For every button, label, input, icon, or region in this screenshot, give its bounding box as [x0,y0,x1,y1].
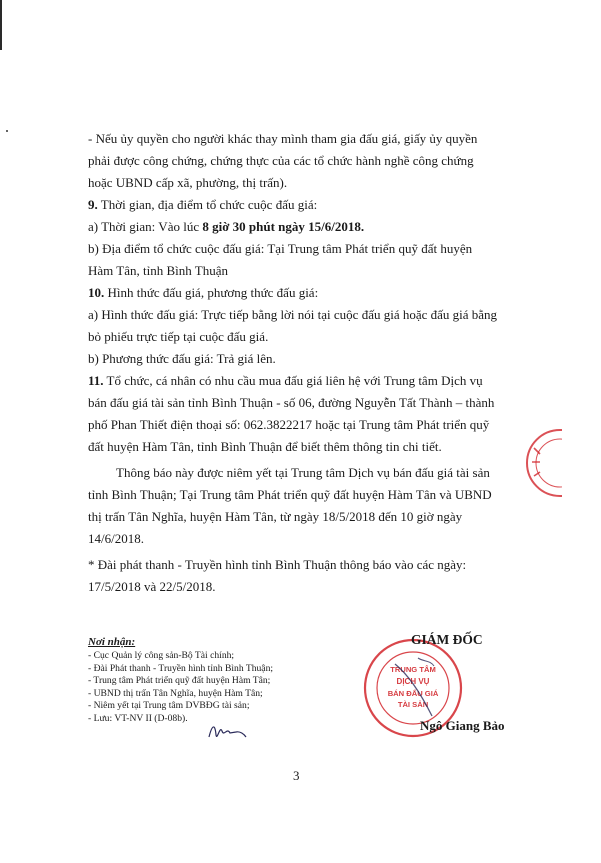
notice-line3: thị trấn Tân Nghĩa, huyện Hàm Tân, từ ngày 18/5/2018 đến 10 giờ ngày [88,509,463,524]
item9-heading [88,194,516,216]
broadcast-line2: 17/5/2018 và 22/5/2018. [88,579,216,594]
seal-text-line4: TÀI SẢN [397,700,429,709]
item8-tail-line2: phải được công chứng, chứng thực của các tổ chức hành nghề công chứng [88,153,474,168]
item11-line4: đất huyện Hàm Tân, tỉnh Bình Thuận để biết thêm thông tin chi tiết. [88,439,442,454]
notice-line4: 14/6/2018. [88,531,144,546]
recipients-title: Nơi nhận: [88,636,136,648]
notice-line1: Thông báo này được niêm yết tại Trung tâm Dịch vụ bán đấu giá tài sản [116,465,490,480]
recipient-item: - Cục Quản lý công sản-Bộ Tài chính; [88,650,235,661]
recipients-block [88,636,388,726]
recipient-item: - Niêm yết tại Trung tâm DVBĐG tài sản; [88,700,250,712]
notice-line2: tỉnh Bình Thuận; Tại Trung tâm Phát triển quỹ đất huyện Hàm Tân và UBND [88,487,492,502]
item10-form-line2: bỏ phiếu trực tiếp tại cuộc đấu giá. [88,329,269,344]
item9-time [88,216,516,238]
item11-number: 11. [88,373,104,388]
seal-text-line2: DỊCH VỤ [396,677,430,686]
item11-line1 [88,370,516,392]
item8-tail-line1: - Nếu ủy quyền cho người khác thay mình tham gia đấu giá, giấy ủy quyền [88,131,478,146]
item10-method: b) Phương thức đấu giá: Trả giá lên. [88,351,276,366]
page-number: 3 [293,768,300,783]
item9-location-line2: Hàm Tân, tỉnh Bình Thuận [88,263,228,278]
seal-text-line3: BÁN ĐẤU GIÁ [387,689,439,698]
document-body [88,128,516,598]
page-seal-fragment-icon [512,428,562,498]
page-edge-mark [0,0,2,50]
item8-tail-line3: hoặc UBND cấp xã, phường, thị trấn). [88,175,288,190]
item11-line1-text: Tổ chức, cá nhân có nhu cầu mua đấu giá liên hệ với Trung tâm Dịch vụ [103,373,483,388]
item11-line3: phố Phan Thiết điện thoại số: 062.3822217 hoặc tại Trung tâm Phát triển quỹ [88,417,490,432]
item9-heading-text: Thời gian, địa điểm tổ chức cuộc đấu giá: [97,197,318,212]
item10-form-line1: a) Hình thức đấu giá: Trực tiếp bằng lời nói tại cuộc đấu giá hoặc đấu giá bằng [88,307,498,322]
item10-heading-text: Hình thức đấu giá, phương thức đấu giá: [104,285,319,300]
item9-number: 9. [88,197,98,212]
recipient-item: - Lưu: VT-NV II (D-08b). [88,712,188,724]
recipient-item: - UBND thị trấn Tân Nghĩa, huyện Hàm Tân; [88,687,263,699]
director-title: GIÁM ĐỐC [411,632,483,647]
seal-text-line1: TRUNG TÂM [390,665,436,674]
initials-signature-icon [206,719,248,743]
scan-speck [6,130,8,132]
recipient-item: - Trung tâm Phát triển quỹ đất huyện Hàm Tân; [88,675,271,687]
item10-heading [88,282,516,304]
item9-time-prefix: a) Thời gian: Vào lúc [88,219,203,234]
item10-number: 10. [88,285,105,300]
broadcast-line1: * Đài phát thanh - Truyền hình tỉnh Bình Thuận thông báo vào các ngày: [88,557,467,572]
recipient-item: - Đài Phát thanh - Truyền hình tỉnh Bình Thuận; [88,662,274,674]
item9-time-value: 8 giờ 30 phút ngày 15/6/2018. [202,219,365,234]
director-name: Ngô Giang Bảo [420,718,505,733]
item11-line2: bán đấu giá tài sản tỉnh Bình Thuận - số 06, đường Nguyễn Tất Thành – thành [88,395,495,410]
item9-location-line1: b) Địa điểm tổ chức cuộc đấu giá: Tại Trung tâm Phát triển quỹ đất huyện [88,241,473,256]
